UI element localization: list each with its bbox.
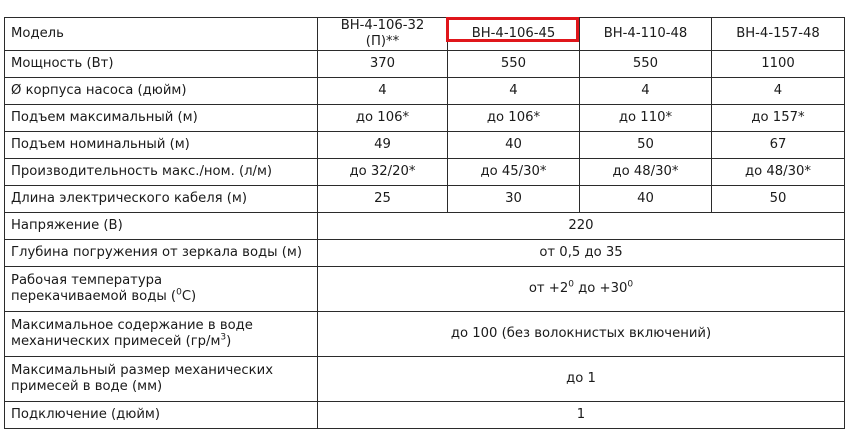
row-label-line1: Рабочая температура xyxy=(11,273,163,288)
table-row xyxy=(5,51,845,78)
specs-table xyxy=(4,17,845,429)
table-cell: до 110* xyxy=(580,105,712,132)
cubic-sup: 3 xyxy=(220,332,227,343)
table-cell: 30 xyxy=(448,186,580,213)
table-row xyxy=(5,357,845,402)
model-name: ВН-4-110-48 xyxy=(580,18,712,51)
table-cell: до 32/20* xyxy=(318,159,448,186)
row-label: Подъем номинальный (м) xyxy=(5,132,318,159)
header-label: Модель xyxy=(5,18,318,51)
table-cell: 370 xyxy=(318,51,448,78)
degree-sup: 0 xyxy=(627,279,634,290)
label-text: ) xyxy=(226,334,232,349)
table-cell: 4 xyxy=(712,78,845,105)
table-cell: 49 xyxy=(318,132,448,159)
shared-cell xyxy=(318,267,845,312)
table-row xyxy=(5,267,845,312)
table-header-row xyxy=(5,18,845,51)
shared-cell: 220 xyxy=(318,213,845,240)
table-cell: до 45/30* xyxy=(448,159,580,186)
table-row xyxy=(5,213,845,240)
shared-cell: от 0,5 до 35 xyxy=(318,240,845,267)
table-cell: 40 xyxy=(580,186,712,213)
row-label-line2 xyxy=(11,334,231,349)
table-row xyxy=(5,240,845,267)
table-row xyxy=(5,186,845,213)
table-cell: до 106* xyxy=(448,105,580,132)
row-label xyxy=(5,357,318,402)
degree-sup: 0 xyxy=(568,279,574,290)
table-cell: до 48/30* xyxy=(712,159,845,186)
table-cell: до 157* xyxy=(712,105,845,132)
shared-cell: до 1 xyxy=(318,357,845,402)
row-label xyxy=(5,312,318,357)
table-row xyxy=(5,159,845,186)
table-cell: 4 xyxy=(448,78,580,105)
value-text: до +30 xyxy=(573,281,628,296)
row-label: Подъем максимальный (м) xyxy=(5,105,318,132)
table-cell: 4 xyxy=(318,78,448,105)
row-label-line1: Максимальное содержание в воде xyxy=(11,318,253,333)
row-label: Глубина погружения от зеркала воды (м) xyxy=(5,240,318,267)
row-label: Напряжение (В) xyxy=(5,213,318,240)
table-row xyxy=(5,402,845,429)
model-name: ВН-4-157-48 xyxy=(712,18,845,51)
shared-cell: до 100 (без волокнистых включений) xyxy=(318,312,845,357)
table-row xyxy=(5,105,845,132)
table-cell: 4 xyxy=(580,78,712,105)
table-cell: 50 xyxy=(580,132,712,159)
label-text: механических примесей (гр/м xyxy=(11,334,221,349)
table-row xyxy=(5,312,845,357)
table-cell: 25 xyxy=(318,186,448,213)
row-label-line2: примесей в воде (мм) xyxy=(11,379,163,394)
row-label: Мощность (Вт) xyxy=(5,51,318,78)
degree-sup: 0 xyxy=(176,287,182,298)
value-text: от +2 xyxy=(528,281,569,296)
row-label-line1: Максимальный размер механических xyxy=(11,363,273,378)
table-cell: 550 xyxy=(448,51,580,78)
row-label-line2 xyxy=(11,289,196,304)
row-label: Подключение (дюйм) xyxy=(5,402,318,429)
label-text: C) xyxy=(181,289,197,304)
table-cell: 1100 xyxy=(712,51,845,78)
table-cell: до 48/30* xyxy=(580,159,712,186)
table-row xyxy=(5,132,845,159)
shared-cell: 1 xyxy=(318,402,845,429)
row-label xyxy=(5,267,318,312)
model-name: ВН-4-106-32 (П)** xyxy=(318,18,448,51)
row-label: Ø корпуса насоса (дюйм) xyxy=(5,78,318,105)
row-label: Длина электрического кабеля (м) xyxy=(5,186,318,213)
table-cell: 67 xyxy=(712,132,845,159)
table-cell: 40 xyxy=(448,132,580,159)
label-text: перекачиваемой воды ( xyxy=(11,289,177,304)
table-cell: 550 xyxy=(580,51,712,78)
table-cell: до 106* xyxy=(318,105,448,132)
table-row xyxy=(5,78,845,105)
model-name-highlighted: ВН-4-106-45 xyxy=(448,18,580,51)
table-cell: 50 xyxy=(712,186,845,213)
row-label: Производительность макс./ном. (л/м) xyxy=(5,159,318,186)
specs-table-container xyxy=(4,17,845,429)
